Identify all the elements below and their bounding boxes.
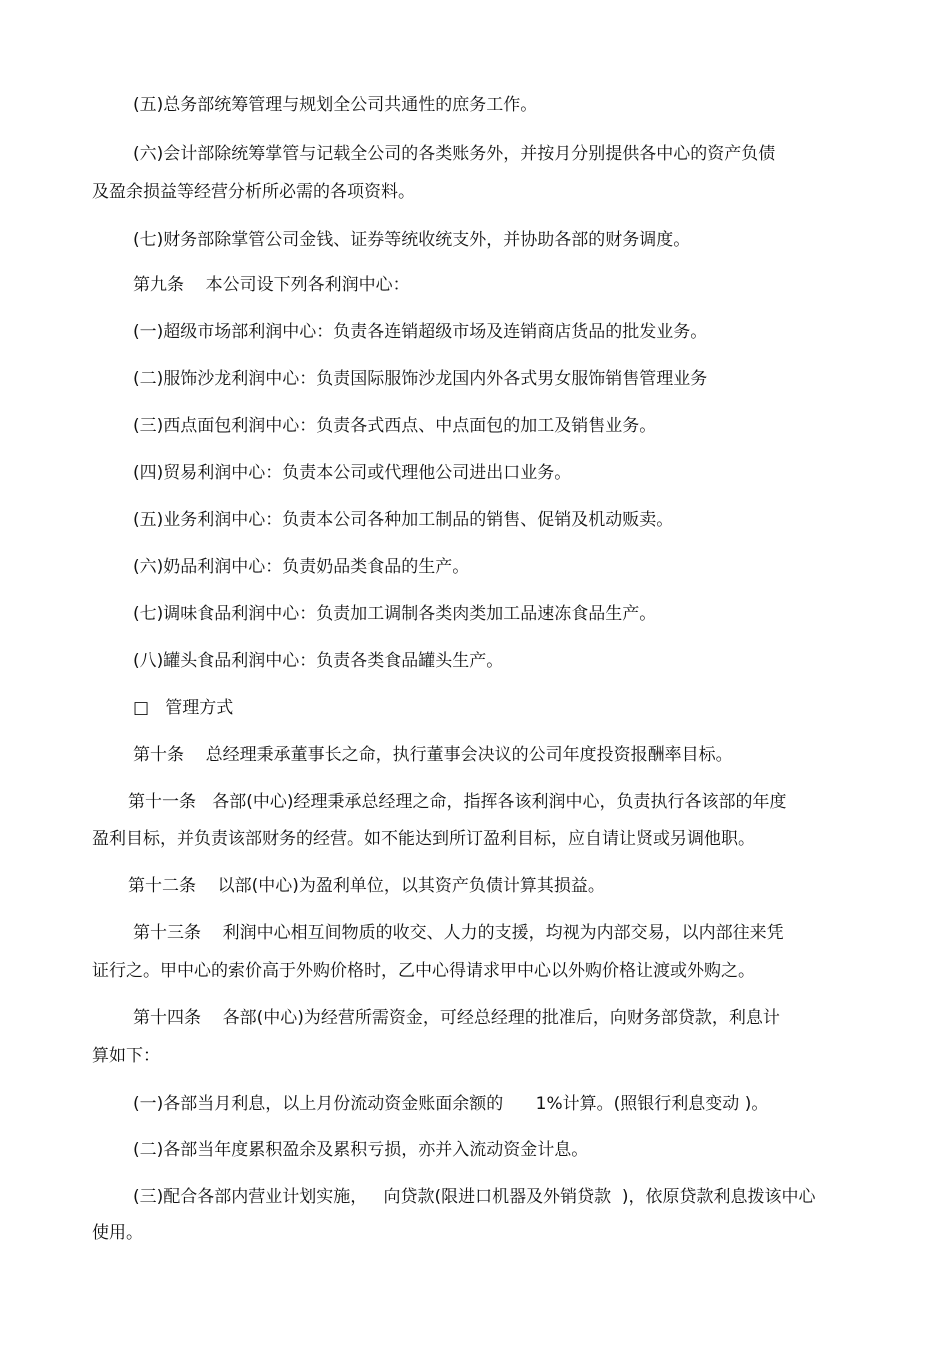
paragraph-line: (三)配合各部内营业计划实施， 向贷款(限进口机器及外销贷款 )，依原贷款利息拨该中心 bbox=[133, 1187, 816, 1207]
paragraph-line: (八)罐头食品利润中心：负责各类食品罐头生产。 bbox=[133, 651, 504, 671]
paragraph-line: (七)调味食品利润中心：负责加工调制各类肉类加工品速冻食品生产。 bbox=[133, 604, 657, 624]
paragraph-line: 使用。 bbox=[92, 1223, 143, 1243]
paragraph-line: (一)超级市场部利润中心：负责各连销超级市场及连销商店货品的批发业务。 bbox=[133, 322, 708, 342]
paragraph-line: 及盈余损益等经营分析所必需的各项资料。 bbox=[92, 182, 415, 202]
paragraph-line: 第十四条 各部(中心)为经营所需资金，可经总经理的批准后，向财务部贷款，利息计 bbox=[133, 1008, 780, 1028]
paragraph-line: (六)会计部除统筹掌管与记载全公司的各类账务外，并按月分别提供各中心的资产负债 bbox=[133, 144, 776, 164]
paragraph-line: 第十三条 利润中心相互间物质的收交、人力的支援，均视为内部交易，以内部往来凭 bbox=[133, 923, 784, 943]
paragraph-line: (二)各部当年度累积盈余及累积亏损，亦并入流动资金计息。 bbox=[133, 1140, 589, 1160]
paragraph-line: 算如下： bbox=[92, 1046, 160, 1066]
paragraph-line: (六)奶品利润中心：负责奶品类食品的生产。 bbox=[133, 557, 470, 577]
paragraph-line: 证行之。甲中心的索价高于外购价格时，乙中心得请求甲中心以外购价格让渡或外购之。 bbox=[92, 961, 755, 981]
paragraph-line: 盈利目标，并负责该部财务的经营。如不能达到所订盈利目标，应自请让贤或另调他职。 bbox=[92, 829, 755, 849]
paragraph-line: (一)各部当月利息，以上月份流动资金账面余额的 1%计算。(照银行利息变动 )。 bbox=[133, 1094, 769, 1114]
paragraph-line: (五)总务部统筹管理与规划全公司共通性的庶务工作。 bbox=[133, 95, 538, 115]
paragraph-line: (五)业务利润中心：负责本公司各种加工制品的销售、促销及机动贩卖。 bbox=[133, 510, 674, 530]
paragraph-line: (四)贸易利润中心：负责本公司或代理他公司进出口业务。 bbox=[133, 463, 572, 483]
paragraph-line: 第十一条 各部(中心)经理秉承总经理之命，指挥各该利润中心，负责执行各该部的年度 bbox=[128, 792, 787, 812]
paragraph-line: (三)西点面包利润中心：负责各式西点、中点面包的加工及销售业务。 bbox=[133, 416, 657, 436]
paragraph-line: (七)财务部除掌管公司金钱、证券等统收统支外，并协助各部的财务调度。 bbox=[133, 230, 691, 250]
article-heading: 第九条 本公司设下列各利润中心： bbox=[133, 275, 410, 295]
paragraph-line: 第十二条 以部(中心)为盈利单位，以其资产负债计算其损益。 bbox=[128, 876, 605, 896]
article-heading: 第十条 总经理秉承董事长之命，执行董事会决议的公司年度投资报酬率目标。 bbox=[133, 745, 733, 765]
paragraph-line: (二)服饰沙龙利润中心：负责国际服饰沙龙国内外各式男女服饰销售管理业务 bbox=[133, 369, 708, 389]
section-heading: □ 管理方式 bbox=[133, 698, 234, 718]
